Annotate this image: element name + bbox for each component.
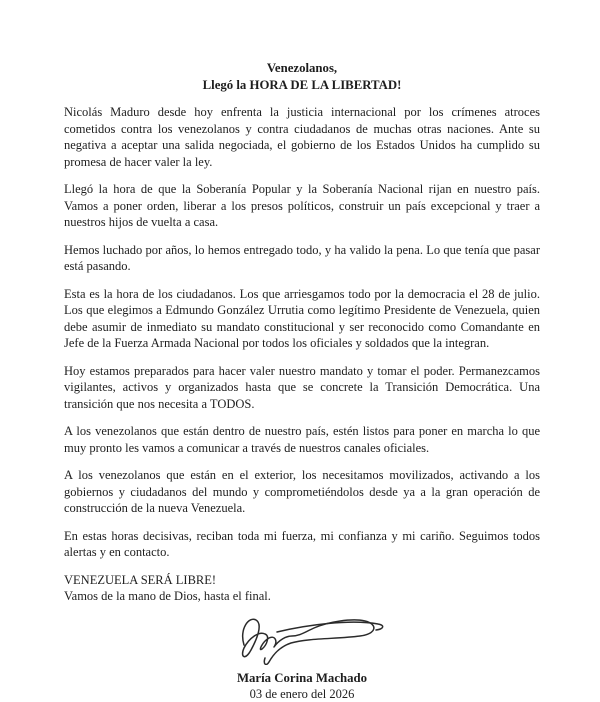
- signature-block: [64, 609, 540, 702]
- paragraph-decisive-hours: En estas horas decisivas, reciban toda mi fuerza, mi confianza y mi cariño. Seguimos todos alertas y en contacto.: [64, 528, 540, 559]
- paragraph-sovereignty: Llegó la hora de que la Soberanía Popular y la Soberanía Nacional rijan en nuestro país. Vamos a poner orden, liberar a los presos políticos, construir un país excepcional y traer a nuestros hijos de vuelta a casa.: [64, 182, 540, 229]
- paragraph-inside-venezuela: A los venezolanos que están dentro de nuestro país, estén listos para poner en marcha lo que muy pronto les vamos a comunicar a través de nuestros canales oficiales.: [64, 424, 540, 455]
- paragraph-maduro-justice: Nicolás Maduro desde hoy enfrenta la justicia internacional por los crímenes atroces cometidos contra los venezolanos y contra ciudadanos de muchas otras naciones. Ante su negativa a aceptar una salida negociada, el gobierno de los Estados Unidos ha cumplido su promesa de hacer valer la ley.: [64, 105, 540, 169]
- signature-date: 03 de enero del 2026: [249, 686, 355, 701]
- closing-slogan: VENEZUELA SERÁ LIBRE!: [64, 572, 217, 587]
- paragraph-transition: Hoy estamos preparados para hacer valer nuestro mandato y tomar el poder. Permanezcamos vigilantes, activos y organizados hasta que se concrete la Transición Democrática. Una transición que nos necesita a TODOS.: [64, 363, 540, 411]
- signature-image: [228, 609, 396, 665]
- paragraph-struggle: Hemos luchado por años, lo hemos entregado todo, y ha valido la pena. Lo que tenía que pasar está pasando.: [64, 242, 540, 273]
- signer-name: María Corina Machado: [236, 670, 368, 685]
- closing-block: [64, 572, 540, 605]
- letter-body: [64, 104, 540, 605]
- closing-farewell: Vamos de la mano de Dios, hasta el final.: [64, 589, 271, 603]
- headline: Llegó la HORA DE LA LIBERTAD!: [202, 77, 402, 92]
- paragraph-abroad: A los venezolanos que están en el exterior, los necesitamos movilizados, activando a los gobiernos y ciudadanos del mundo y comprometiéndolos desde ya a la gran operación de construcción de la nueva Venezuela.: [64, 468, 540, 515]
- letter-header: [64, 60, 540, 93]
- paragraph-citizens-hour: Esta es la hora de los ciudadanos. Los que arriesgamos todo por la democracia el 28 de julio. Los que elegimos a Edmundo González Urrutia como legítimo Presidente de Venezuela, quien debe asumir de inmediato su mandato constitucional y ser reconocido como Comandante en Jefe de la Fuerza Armada Nacional por todos los oficiales y soldados que la integran.: [64, 286, 540, 350]
- salutation: Venezolanos,: [266, 61, 338, 75]
